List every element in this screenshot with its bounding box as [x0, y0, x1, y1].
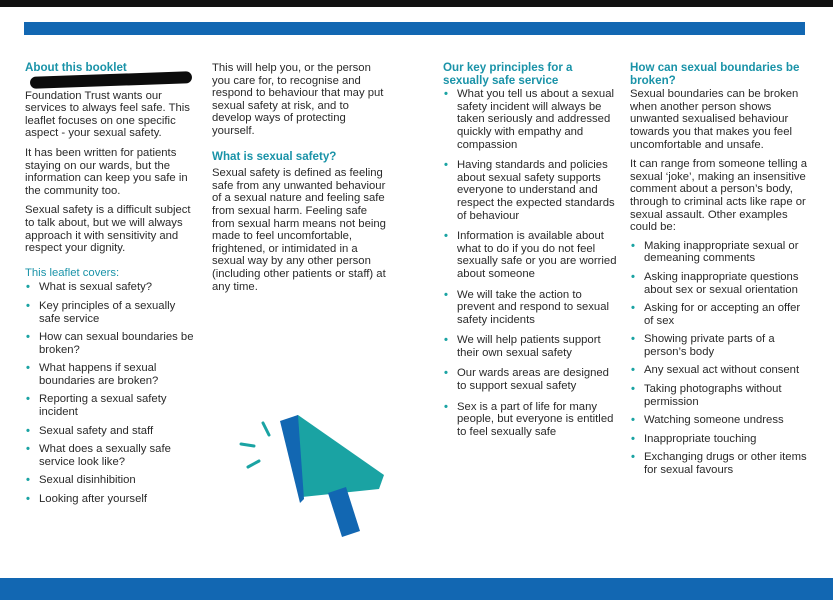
top-accent-bar [24, 22, 805, 35]
list-item: • Showing private parts of a person’s body [630, 333, 812, 358]
list-item: • What you tell us about a sexual safety incident will always be taken seriously and addressed quickly with empathy and compassion [443, 88, 619, 151]
definition-para: Sexual safety is defined as feeling safe from any unwanted behaviour of a sexual nature and feeling safe from sexual harm. Feeling safe from sexual harm means not being made to feel uncomfortable, frightened, or intimidated in a sexual way by any other person (including other patients or staff) at any time. [212, 167, 386, 293]
list-item: • Information is available about what to do if you do not feel sexually safe or you are worried about someone [443, 230, 619, 280]
what-is-heading: What is sexual safety? [212, 149, 337, 163]
covers-list [25, 281, 197, 505]
list-item: • What happens if sexual boundaries are broken? [25, 362, 197, 387]
list-item: • Inappropriate touching [630, 433, 812, 446]
list-item: • Reporting a sexual safety incident [25, 393, 197, 418]
list-item: • How can sexual boundaries be broken? [25, 331, 197, 356]
list-item: • Asking for or accepting an offer of sex [630, 302, 812, 327]
list-item: • Asking inappropriate questions about sex or sexual orientation [630, 271, 812, 296]
intro-para: This will help you, or the person you care for, to recognise and respond to behaviour that may put sexual safety at risk, and to develop ways of protecting yourself. [212, 62, 384, 137]
list-item: • Sex is a part of life for many people, but everyone is entitled to feel sexually safe [443, 401, 619, 439]
megaphone-icon [238, 413, 393, 548]
principles-heading: Our key principles for a sexually safe service [443, 61, 573, 87]
list-item: • Looking after yourself [25, 493, 197, 506]
column-about [25, 62, 197, 512]
boundaries-para-1: Sexual boundaries can be broken when another person shows unwanted sexualised behaviour towards you that makes you feel uncomfortable and unsafe. [630, 88, 799, 151]
about-heading: About this booklet [25, 61, 127, 74]
list-item: • Sexual safety and staff [25, 425, 197, 438]
covers-heading: This leaflet covers: [25, 266, 120, 279]
list-item: • What is sexual safety? [25, 281, 197, 294]
list-item: • Key principles of a sexually safe service [25, 300, 197, 325]
list-item: • Exchanging drugs or other items for sexual favours [630, 451, 812, 476]
list-item: • What does a sexually safe service look like? [25, 443, 197, 468]
about-para-3: Sexual safety is a difficult subject to talk about, but we will always approach it with sensitivity and respect your dignity. [25, 204, 191, 255]
list-item: • We will help patients support their own sexual safety [443, 334, 619, 359]
column-boundaries [630, 62, 812, 483]
boundaries-para-2: It can range from someone telling a sexual ‘joke’, making an insensitive comment about a person’s body, through to criminal acts like rape or sexual assault. Other examples could be: [630, 158, 808, 234]
boundaries-list [630, 240, 812, 477]
list-item: • Having standards and policies about sexual safety supports everyone to understand and respect the expected standards of behaviour [443, 159, 619, 222]
column-key-principles [443, 62, 619, 446]
column-sexual-safety [212, 62, 388, 300]
list-item: • Our wards areas are designed to support sexual safety [443, 367, 619, 392]
list-item: • Sexual disinhibition [25, 474, 197, 487]
list-item: • Taking photographs without permission [630, 383, 812, 408]
bottom-accent-bar [0, 578, 833, 600]
boundaries-heading: How can sexual boundaries be broken? [630, 61, 800, 87]
list-item: • Making inappropriate sexual or demeaning comments [630, 240, 812, 265]
list-item: • We will take the action to prevent and respond to sexual safety incidents [443, 289, 619, 327]
about-para-1: Foundation Trust wants our services to always feel safe. This leaflet focuses on one specific aspect - your sexual safety. [25, 89, 190, 140]
principles-list [443, 88, 619, 438]
list-item: • Any sexual act without consent [630, 364, 812, 377]
about-para-2: It has been written for patients staying on our wards, but the information can keep you safe in the community too. [25, 146, 188, 197]
list-item: • Watching someone undress [630, 414, 812, 427]
screen-frame-top [0, 0, 833, 7]
